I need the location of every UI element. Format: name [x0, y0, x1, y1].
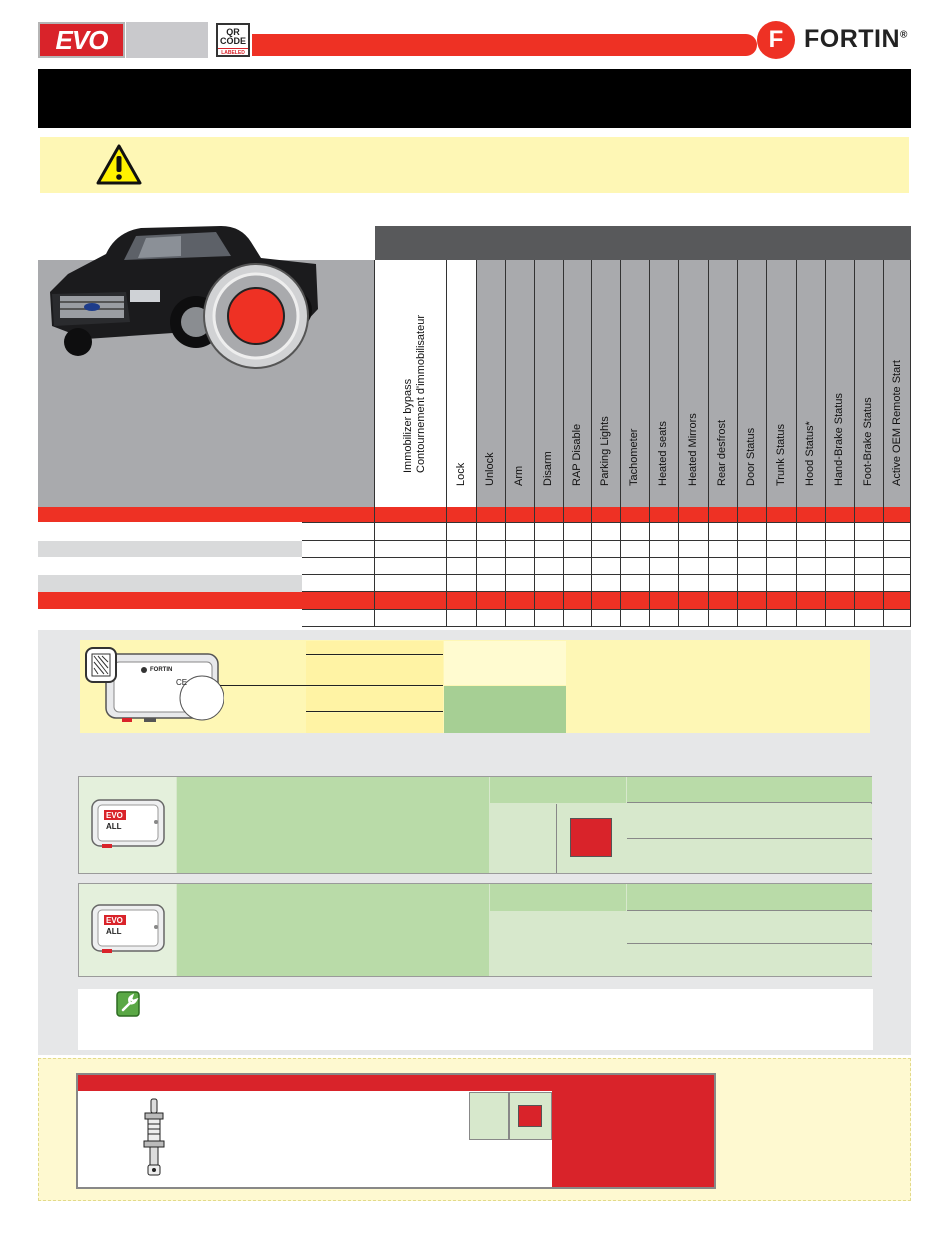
feature-column	[621, 260, 649, 507]
feature-column	[797, 260, 825, 507]
grid-line	[534, 260, 535, 626]
firmware-version-cell	[444, 686, 566, 733]
feature-label-fr: Contournement d'immobilisateur	[414, 314, 427, 473]
feature-label: Hood Status*	[804, 421, 816, 486]
grid-line	[737, 260, 738, 626]
grid-line	[563, 260, 564, 626]
grid-line	[910, 260, 911, 626]
title-bar	[38, 69, 911, 128]
evo-module-text: EVO	[106, 916, 123, 925]
feature-label: Door Status	[745, 427, 757, 486]
grid-line	[591, 260, 592, 626]
table-row-red-header	[38, 507, 911, 522]
card-detail-cell	[627, 945, 872, 976]
feature-column	[826, 260, 854, 507]
features-header-bar	[375, 226, 911, 260]
evo-module-text: EVO	[106, 811, 123, 820]
grid-line	[302, 591, 911, 592]
feature-column	[564, 260, 591, 507]
feature-label: Heated Mirrors	[686, 413, 699, 486]
grid-line	[854, 260, 855, 626]
table-row	[38, 558, 911, 574]
table-row	[38, 541, 302, 557]
grid-line	[620, 260, 621, 626]
feature-label: Active OEM Remote Start	[890, 360, 903, 486]
grid-line	[446, 260, 447, 626]
grid-line	[883, 260, 884, 626]
feature-column	[477, 260, 505, 507]
grid-line	[302, 522, 911, 523]
fortin-brand-name	[804, 25, 908, 54]
feature-column	[592, 260, 620, 507]
feature-label-en: Immobilizer bypass	[401, 378, 414, 473]
card-header-cell	[490, 884, 626, 911]
header-grey-tab	[126, 22, 208, 58]
grid-line	[766, 260, 767, 626]
firmware-version-cell	[444, 641, 566, 685]
feature-label: Disarm	[542, 451, 554, 486]
feature-column	[738, 260, 766, 507]
feature-label: Lock	[454, 462, 467, 486]
remote-start-button-icon	[200, 262, 312, 370]
firmware-cell	[306, 641, 443, 655]
grid-line	[302, 609, 911, 610]
table-row	[38, 609, 911, 626]
firmware-cell	[306, 713, 443, 733]
grid-line	[302, 574, 911, 575]
card-header-cell	[490, 777, 626, 803]
grid-line	[825, 260, 826, 626]
grid-line	[505, 260, 506, 626]
feature-column	[679, 260, 708, 507]
feature-column	[709, 260, 737, 507]
feature-column	[650, 260, 678, 507]
required-indicator-icon	[570, 818, 612, 857]
module-device-image	[84, 646, 224, 726]
connector-line	[220, 685, 306, 686]
grid-line	[302, 557, 911, 558]
feature-label: Hand-Brake Status	[833, 393, 845, 486]
grid-line	[649, 260, 650, 626]
qr-code-label	[216, 23, 250, 57]
qr-sub-text: LABELED	[218, 48, 248, 58]
grid-line	[476, 260, 477, 626]
feature-label: Parking Lights	[599, 416, 611, 486]
feature-column	[447, 260, 476, 507]
all-module-text: ALL	[106, 927, 122, 936]
warning-triangle-icon	[95, 143, 143, 187]
feature-label: Tachometer	[628, 428, 640, 486]
card-detail-cell	[627, 804, 872, 839]
card-option-cell	[490, 912, 626, 976]
feature-column	[855, 260, 883, 507]
table-row	[38, 575, 302, 592]
warning-box	[40, 137, 909, 193]
qr-code-text: CODE	[219, 36, 246, 46]
all-module-text: ALL	[106, 822, 122, 831]
feature-label: RAP Disable	[570, 423, 583, 486]
table-row	[302, 575, 911, 592]
table-row-red-header	[38, 592, 911, 609]
feature-label: Rear desfrost	[716, 419, 728, 486]
header-red-bar	[252, 34, 757, 56]
fortin-name-text: FORTIN	[804, 25, 901, 53]
accessory-note-panel	[552, 1075, 714, 1187]
card-option-cell	[490, 804, 557, 873]
feature-label: Foot-Brake Status	[862, 397, 874, 486]
accessory-table-header	[78, 1075, 552, 1091]
feature-column	[535, 260, 563, 507]
grid-line	[302, 540, 911, 541]
card-description	[177, 777, 489, 873]
feature-column	[375, 260, 446, 507]
grid-line	[302, 626, 911, 627]
feature-label: Arm	[513, 465, 525, 486]
card-header-cell	[627, 884, 872, 911]
card-detail-cell	[627, 840, 872, 873]
module-ce-mark: CE	[176, 678, 188, 687]
grid-line	[678, 260, 679, 626]
feature-column	[506, 260, 534, 507]
registered-mark: ®	[900, 29, 908, 41]
evo-all-module-icon	[88, 796, 166, 850]
grid-line	[796, 260, 797, 626]
grid-line	[374, 260, 375, 626]
table-row	[38, 523, 911, 540]
required-indicator-icon	[518, 1105, 542, 1127]
hood-pin-switch-icon	[140, 1097, 168, 1177]
wrench-icon	[116, 991, 140, 1017]
feature-label: Trunk Status	[774, 424, 787, 486]
card-header-cell	[627, 777, 872, 803]
module-brand-label: FORTIN	[150, 667, 173, 673]
feature-column	[767, 260, 796, 507]
evo-logo: EVO	[38, 22, 125, 58]
feature-label	[402, 315, 428, 473]
card-description	[177, 884, 489, 976]
fortin-logo-icon: F	[757, 21, 795, 59]
feature-label: Unlock	[484, 452, 496, 486]
qr-label-text: QR	[226, 27, 240, 37]
feature-label: Heated seats	[657, 421, 669, 486]
table-row	[302, 541, 911, 557]
firmware-cell	[306, 656, 443, 686]
firmware-cell	[306, 687, 443, 712]
feature-column	[884, 260, 911, 507]
accessory-option-cell	[469, 1092, 509, 1140]
installation-note-box	[78, 989, 873, 1050]
evo-all-module-icon	[88, 901, 166, 955]
card-detail-cell	[627, 912, 872, 944]
grid-line	[708, 260, 709, 626]
